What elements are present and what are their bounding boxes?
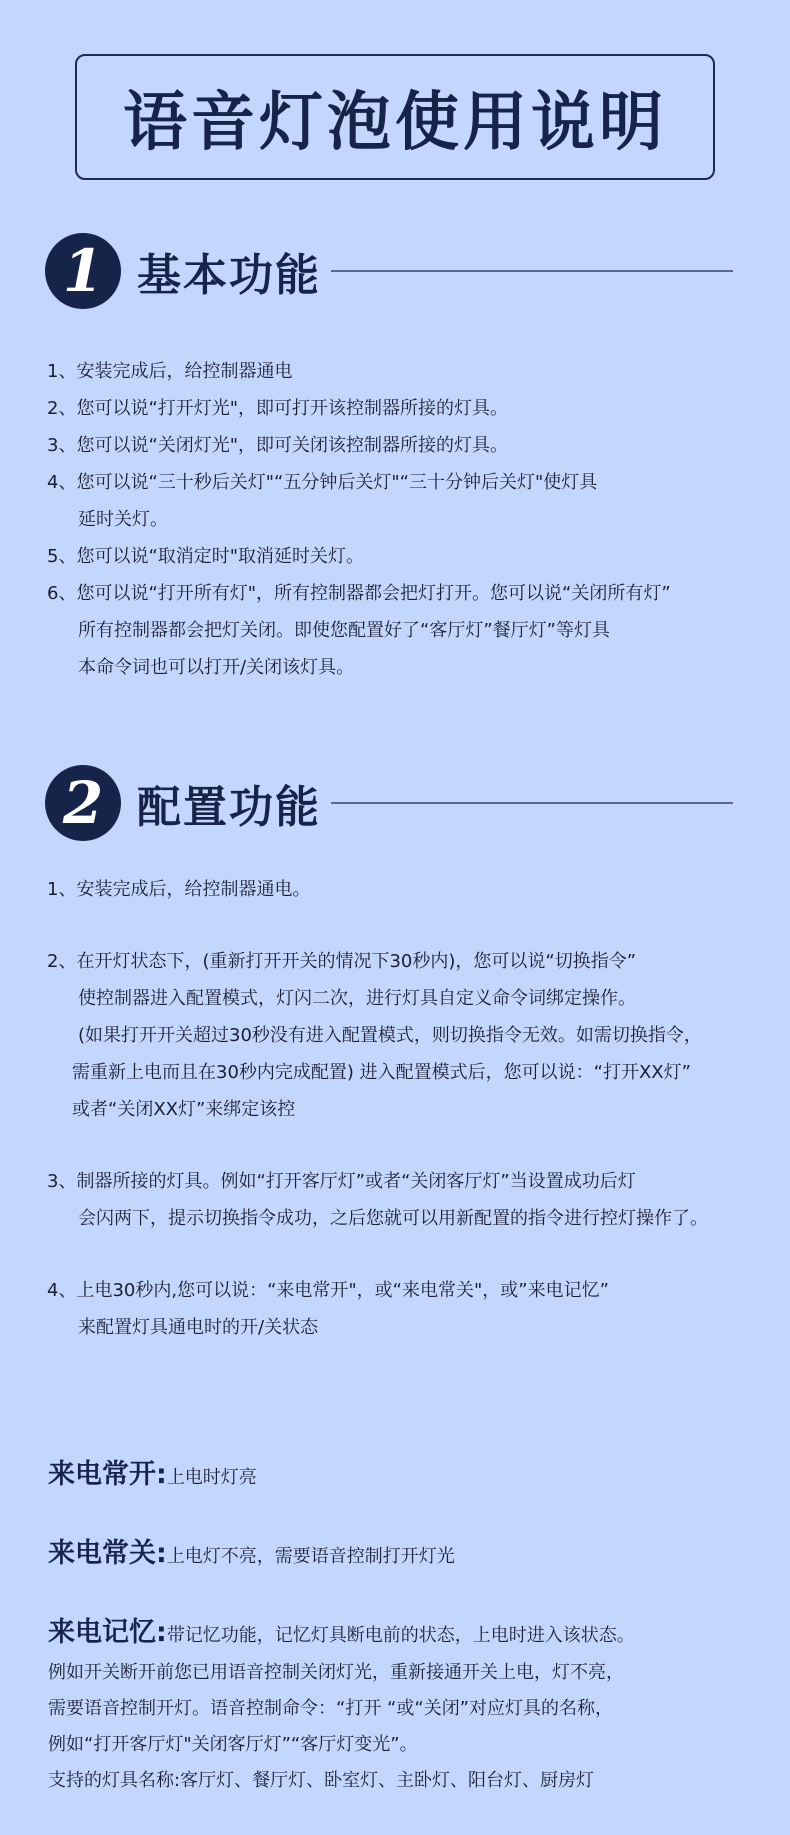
list-item-text: 会闪两下，提示切换指令成功，之后您就可以用新配置的指令进行控灯操作了。 <box>78 1208 708 1229</box>
list-item <box>47 538 767 575</box>
list-item <box>47 1163 767 1237</box>
list-item-text: 4、上电30秒内,您可以说：“来电常开"，或“来电常关"，或”来电记忆” <box>47 1280 609 1301</box>
list-item <box>47 575 767 686</box>
section-1-header <box>45 231 745 311</box>
list-item <box>47 943 767 1128</box>
section-number: 2 <box>62 769 104 837</box>
basic-function-list <box>47 353 767 686</box>
page-title: 语音灯泡使用说明 <box>123 86 667 160</box>
list-item <box>47 427 767 464</box>
list-item-text: 1、安装完成后，给控制器通电 <box>47 361 293 382</box>
list-item <box>47 464 767 538</box>
list-item-text: 2、您可以说“打开灯光"，即可打开该控制器所接的灯具。 <box>47 398 509 419</box>
section-title: 配置功能 <box>137 782 321 833</box>
title-box <box>75 54 715 180</box>
list-item-text: (如果打开开关超过30秒没有进入配置模式，则切换指令无效。如需切换指令， <box>78 1025 702 1046</box>
list-item-text: 5、您可以说“取消定时"取消延时关灯。 <box>47 546 365 567</box>
section-number-badge <box>45 233 121 309</box>
section-number: 1 <box>62 237 104 305</box>
list-item <box>47 390 767 427</box>
power-mode-desc: 带记忆功能，记忆灯具断电前的状态，上电时进入该状态。 <box>166 1625 635 1646</box>
list-item-text: 使控制器进入配置模式，灯闪二次，进行灯具自定义命令词绑定操作。 <box>78 988 636 1009</box>
power-mode-desc: 上电时灯亮 <box>166 1467 257 1488</box>
list-item <box>47 871 767 908</box>
list-item <box>47 353 767 390</box>
list-item-text: 来配置灯具通电时的开/关状态 <box>78 1317 319 1338</box>
section-divider <box>331 270 733 272</box>
list-item-text: 6、您可以说“打开所有灯"，所有控制器都会把灯打开。您可以说“关闭所有灯” <box>47 583 671 604</box>
power-mode-label: 来电记忆: <box>48 1617 167 1648</box>
memory-note-line: 需要语音控制开灯。语音控制命令：“打开 “或“关闭”对应灯具的名称， <box>48 1698 614 1719</box>
memory-note-line: 例如开关断开前您已用语音控制关闭灯光，重新接通开关上电，灯不亮， <box>48 1662 624 1683</box>
section-title: 基本功能 <box>137 250 321 301</box>
list-item-text: 延时关灯。 <box>78 509 168 530</box>
list-item-text: 4、您可以说“三十秒后关灯"“五分钟后关灯"“三十分钟后关灯"使灯具 <box>47 472 598 493</box>
list-item-text: 2、在开灯状态下，(重新打开开关的情况下30秒内)，您可以说“切换指令” <box>47 951 637 972</box>
memory-note-line: 例如“打开客厅灯"关闭客厅灯”“客厅灯变光”。 <box>48 1734 418 1755</box>
list-item-text: 3、您可以说“关闭灯光"，即可关闭该控制器所接的灯具。 <box>47 435 509 456</box>
list-item <box>47 1272 767 1346</box>
section-number-badge <box>45 765 121 841</box>
power-mode-memory <box>48 1610 768 1799</box>
supported-lamps-line: 支持的灯具名称:客厅灯、餐厅灯、卧室灯、主卧灯、阳台灯、厨房灯 <box>48 1770 595 1791</box>
power-mode-desc: 上电灯不亮，需要语音控制打开灯光 <box>166 1546 455 1567</box>
list-item-text: 需重新上电而且在30秒内完成配置) 进入配置模式后，您可以说：“打开XX灯” <box>72 1062 691 1083</box>
config-function-list <box>47 871 767 1346</box>
list-item-text: 3、制器所接的灯具。例如“打开客厅灯”或者“关闭客厅灯”当设置成功后灯 <box>47 1171 636 1192</box>
section-2-header <box>45 763 745 843</box>
power-mode-label: 来电常关: <box>48 1538 167 1569</box>
list-item-text: 或者“关闭XX灯”来绑定该控 <box>72 1099 296 1120</box>
power-mode-always-on <box>48 1452 768 1491</box>
list-item-text: 本命令词也可以打开/关闭该灯具。 <box>78 657 355 678</box>
power-mode-always-off <box>48 1531 768 1570</box>
power-mode-label: 来电常开: <box>48 1459 167 1490</box>
list-item-text: 1、安装完成后，给控制器通电。 <box>47 879 311 900</box>
section-divider <box>331 802 733 804</box>
list-item-text: 所有控制器都会把灯关闭。即使您配置好了“客厅灯”餐厅灯”等灯具 <box>78 620 610 641</box>
